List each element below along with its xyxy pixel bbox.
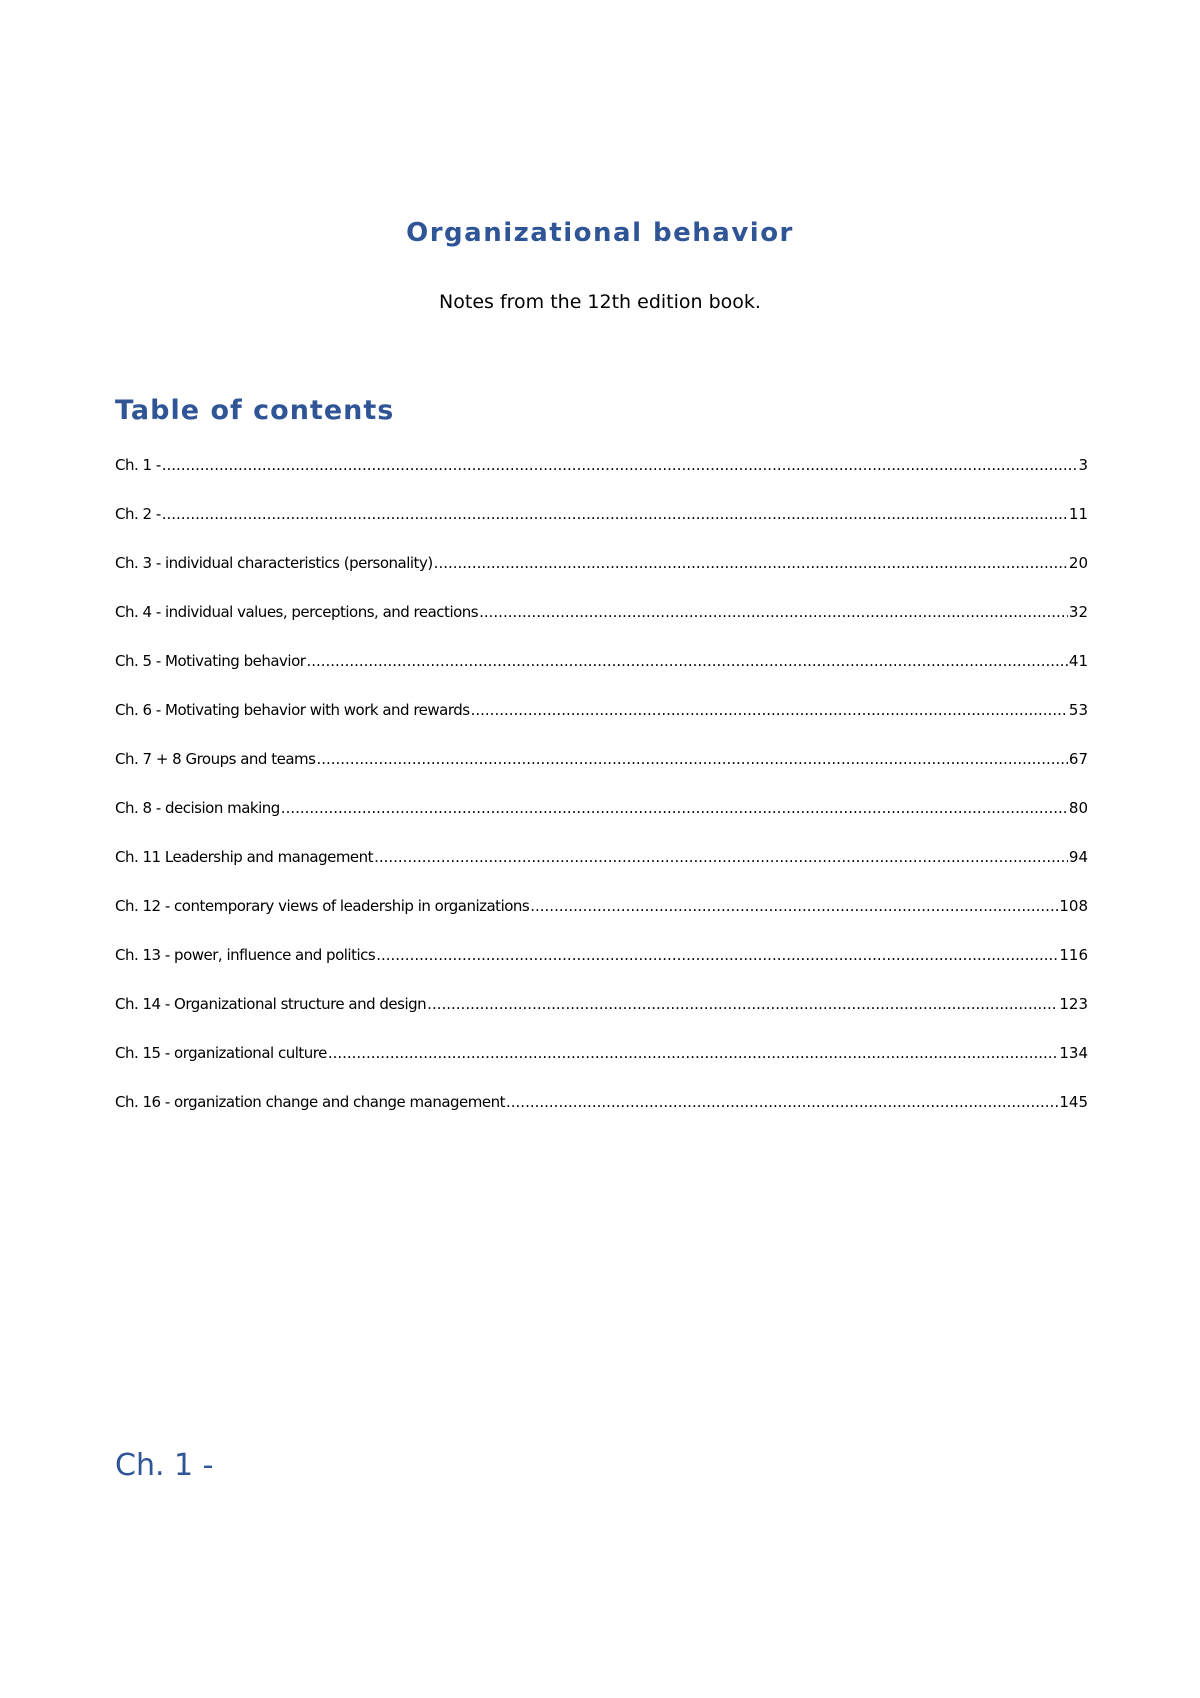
toc-dot-leader [281,799,1068,817]
toc-entry-page: 32 [1068,603,1088,621]
toc-entry-label: Ch. 4 - individual values, perceptions, and reactions [115,603,479,621]
toc-entry[interactable] [115,799,1088,848]
toc-entry-page: 94 [1068,848,1088,866]
toc-entry[interactable] [115,1093,1088,1142]
toc-entry[interactable] [115,554,1088,603]
toc-entry[interactable] [115,603,1088,652]
toc-entry[interactable] [115,652,1088,701]
toc-entry-page: 11 [1068,505,1088,523]
toc-dot-leader [434,554,1068,572]
toc-entry-label: Ch. 1 - [115,456,161,474]
toc-entry-label: Ch. 8 - decision making [115,799,280,817]
toc-dot-leader [316,750,1067,768]
toc-dot-leader [506,1093,1058,1111]
toc-entry-page: 20 [1068,554,1088,572]
toc-entry-label: Ch. 7 + 8 Groups and teams [115,750,316,768]
toc-entry[interactable] [115,946,1088,995]
toc-entry[interactable] [115,505,1088,554]
toc-entry-page: 134 [1059,1044,1088,1062]
toc-heading: Table of contents [115,395,395,426]
toc-entry-page: 3 [1078,456,1088,474]
toc-entry-page: 80 [1068,799,1088,817]
toc-dot-leader [427,995,1058,1013]
toc-entry-page: 41 [1068,652,1088,670]
toc-entry[interactable] [115,897,1088,946]
toc-entry-page: 108 [1059,897,1088,915]
toc-entry-label: Ch. 16 - organization change and change management [115,1093,505,1111]
toc-dot-leader [530,897,1058,915]
toc-dot-leader [374,848,1068,866]
toc-entry-label: Ch. 11 Leadership and management [115,848,374,866]
toc-entry[interactable] [115,701,1088,750]
toc-entry-label: Ch. 15 - organizational culture [115,1044,327,1062]
toc-entry-label: Ch. 13 - power, influence and politics [115,946,376,964]
toc-dot-leader [479,603,1068,621]
document-title: Organizational behavior [406,218,794,248]
toc-entry[interactable] [115,750,1088,799]
toc-dot-leader [471,701,1068,719]
toc-entry-page: 67 [1068,750,1088,768]
toc-entry-page: 53 [1068,701,1088,719]
toc-dot-leader [162,505,1068,523]
section-heading: Ch. 1 - [115,1448,214,1483]
toc-entry-label: Ch. 6 - Motivating behavior with work and rewards [115,701,470,719]
toc-dot-leader [162,456,1078,474]
toc-dot-leader [376,946,1058,964]
toc-entry-label: Ch. 14 - Organizational structure and design [115,995,427,1013]
toc-dot-leader [328,1044,1059,1062]
toc-entry-label: Ch. 2 - [115,505,161,523]
toc-entry-page: 116 [1059,946,1088,964]
table-of-contents [115,456,1088,1142]
document-subtitle: Notes from the 12th edition book. [439,291,761,313]
toc-entry-label: Ch. 12 - contemporary views of leadership in organizations [115,897,530,915]
toc-entry[interactable] [115,848,1088,897]
toc-entry[interactable] [115,456,1088,505]
toc-entry[interactable] [115,1044,1088,1093]
toc-entry[interactable] [115,995,1088,1044]
toc-entry-label: Ch. 3 - individual characteristics (personality) [115,554,433,572]
toc-dot-leader [306,652,1067,670]
toc-entry-page: 145 [1059,1093,1088,1111]
toc-entry-page: 123 [1059,995,1088,1013]
toc-entry-label: Ch. 5 - Motivating behavior [115,652,306,670]
